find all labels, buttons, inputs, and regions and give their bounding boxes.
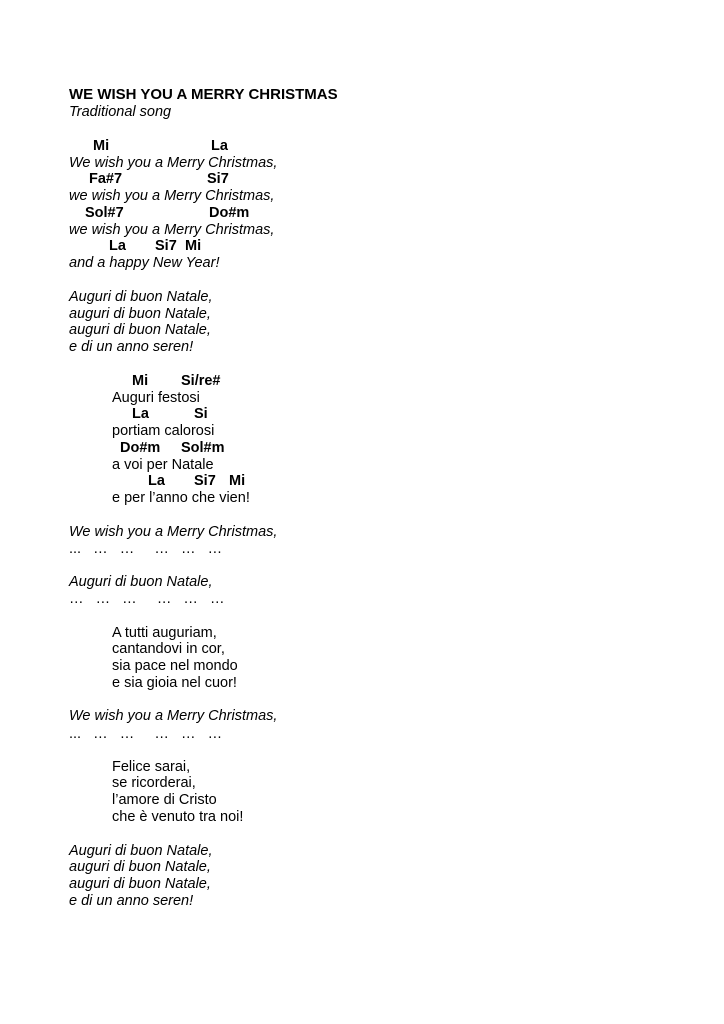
chord: Do#m: [120, 440, 161, 456]
lyric-line: Auguri di buon Natale,: [69, 289, 213, 305]
chord: Si/re#: [181, 373, 221, 389]
lyric-line: Felice sarai,: [112, 759, 191, 775]
chord: Mi: [132, 373, 149, 389]
chord: Si7: [207, 171, 229, 187]
chord: La: [211, 138, 228, 154]
lyric-line: a voi per Natale: [112, 457, 214, 473]
chord: Sol#m: [181, 440, 225, 456]
lyric-line: auguri di buon Natale,: [69, 876, 211, 892]
lyric-line: auguri di buon Natale,: [69, 306, 211, 322]
song-subtitle: Traditional song: [69, 104, 172, 120]
lyric-line: cantandovi in cor,: [112, 641, 225, 657]
lyric-line: auguri di buon Natale,: [69, 322, 211, 338]
ellipsis-line: … … … … … …: [69, 591, 225, 607]
lyric-line: e per l’anno che vien!: [112, 490, 250, 506]
chord: Do#m: [209, 205, 250, 221]
lyric-line: l’amore di Cristo: [112, 792, 217, 808]
lyric-line: portiam calorosi: [112, 423, 215, 439]
lyric-line: A tutti auguriam,: [112, 625, 217, 641]
lyric-line: e di un anno seren!: [69, 339, 194, 355]
chord: La: [109, 238, 126, 254]
chord: Si: [194, 406, 208, 422]
lyric-line: sia pace nel mondo: [112, 658, 238, 674]
lyric-line: We wish you a Merry Christmas,: [69, 524, 278, 540]
chord: La: [148, 473, 165, 489]
lyric-line: che è venuto tra noi!: [112, 809, 244, 825]
chord: Si7: [155, 238, 177, 254]
chord: Mi: [185, 238, 202, 254]
chord: La: [132, 406, 149, 422]
chord: Mi: [229, 473, 246, 489]
lyric-line: Auguri di buon Natale,: [69, 574, 213, 590]
ellipsis-line: ... … … … … …: [69, 726, 223, 742]
song-title: WE WISH YOU A MERRY CHRISTMAS: [69, 86, 338, 103]
lyric-line: auguri di buon Natale,: [69, 859, 211, 875]
chord: Mi: [93, 138, 110, 154]
lyric-line: se ricorderai,: [112, 775, 196, 791]
lyric-line: Auguri festosi: [112, 390, 200, 406]
chord: Sol#7: [85, 205, 124, 221]
chord: Si7: [194, 473, 216, 489]
lyric-line: e sia gioia nel cuor!: [112, 675, 237, 691]
lyric-line: we wish you a Merry Christmas,: [69, 222, 275, 238]
lyric-line: we wish you a Merry Christmas,: [69, 188, 275, 204]
lyric-line: We wish you a Merry Christmas,: [69, 155, 278, 171]
lyric-line: Auguri di buon Natale,: [69, 843, 213, 859]
chord: Fa#7: [89, 171, 123, 187]
ellipsis-line: ... … … … … …: [69, 541, 223, 557]
lyric-line: We wish you a Merry Christmas,: [69, 708, 278, 724]
lyric-line: e di un anno seren!: [69, 893, 194, 909]
lyric-line: and a happy New Year!: [69, 255, 220, 271]
